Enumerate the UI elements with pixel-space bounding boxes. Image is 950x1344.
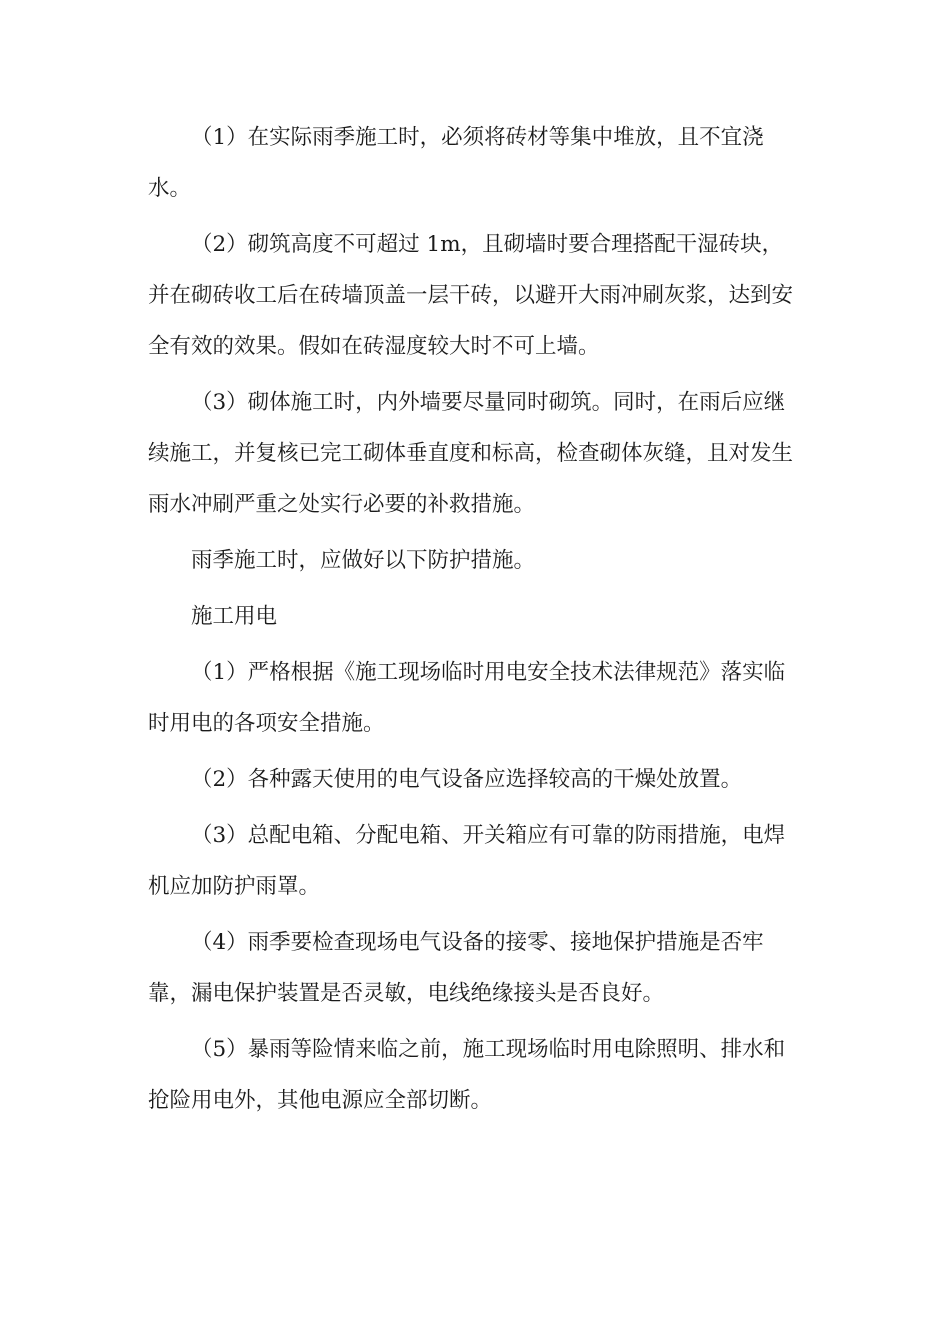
section-heading-electricity: 施工用电 [191, 604, 278, 629]
paragraph-protection-intro: 雨季施工时，应做好以下防护措施。 [191, 548, 536, 573]
paragraph-electricity-rule-1: （1）严格根据《施工现场临时用电安全技术法律规范》落实临时用电的各项安全措施。 [148, 660, 786, 736]
document-body [148, 112, 798, 1131]
paragraph-electricity-rule-5: （5）暴雨等险情来临之前，施工现场临时用电除照明、排水和抢险用电外，其他电源应全部切断。 [148, 1037, 786, 1113]
paragraph-electricity-rule-4: （4）雨季要检查现场电气设备的接零、接地保护措施是否牢靠，漏电保护装置是否灵敏，电线绝缘接头是否良好。 [148, 930, 764, 1006]
paragraph-electricity-rule-2: （2）各种露天使用的电气设备应选择较高的干燥处放置。 [191, 767, 743, 792]
paragraph-masonry-construction: （3）砌体施工时，内外墙要尽量同时砌筑。同时，在雨后应继续施工，并复核已完工砌体垂直度和标高，检查砌体灰缝，且对发生雨水冲刷严重之处实行必要的补救措施。 [148, 390, 794, 517]
paragraph-brick-stacking: （1）在实际雨季施工时，必须将砖材等集中堆放，且不宜浇水。 [148, 125, 764, 201]
paragraph-electricity-rule-3: （3）总配电箱、分配电箱、开关箱应有可靠的防雨措施，电焊机应加防护雨罩。 [148, 823, 786, 899]
paragraph-masonry-height: （2）砌筑高度不可超过 1m，且砌墙时要合理搭配干湿砖块，并在砌砖收工后在砖墙顶盖一层干砖，以避开大雨冲刷灰浆，达到安全有效的效果。假如在砖湿度较大时不可上墙。 [148, 232, 794, 359]
